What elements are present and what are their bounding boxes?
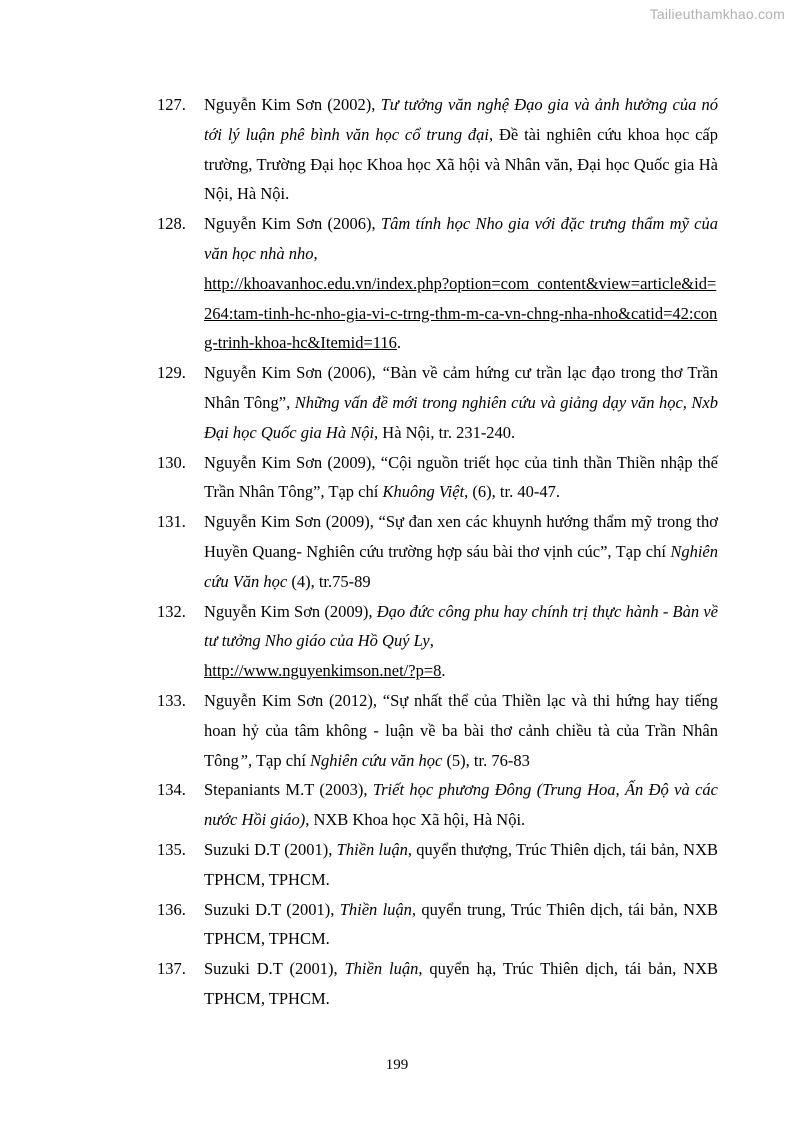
reference-129 <box>157 358 718 447</box>
reference-number: 133. <box>157 690 186 710</box>
reference-137 <box>157 954 718 1014</box>
reference-134 <box>157 775 718 835</box>
reference-link[interactable]: http://khoavanhoc.edu.vn/index.php?option=com_content&view=article&id=264:tam-tinh-hc-nho-gia-vi-c-trng-thm-m-ca-vn-chng-nha-nho&catid=42:cong-trinh-khoa-hc&Itemid=116 <box>204 273 718 353</box>
reference-title: Nghiên cứu Văn học <box>204 541 718 591</box>
reference-text: Nguyễn Kim Sơn (2006), Tâm tính học Nho gia với đặc trưng thẩm mỹ của văn học nhà nho, http://khoavanhoc.edu.vn/index.php?option=com_content&view=article&id=264:tam-tinh-hc-nho-gia-vi-c-trng-thm-m-ca-vn-chng-nha-nho&catid=42:cong-trinh-khoa-hc&Itemid=116. <box>204 214 719 353</box>
reference-text: Stepaniants M.T (2003), Triết học phương Đông (Trung Hoa, Ấn Độ và các nước Hồi giáo), NXB Khoa học Xã hội, Hà Nội. <box>204 780 718 830</box>
reference-list <box>157 90 718 1014</box>
reference-136 <box>157 895 718 955</box>
reference-text: Nguyễn Kim Sơn (2006), “Bàn về cảm hứng cư trần lạc đạo trong thơ Trần Nhân Tông”, Những vấn đề mới trong nghiên cứu và giảng dạy văn học, Nxb Đại học Quốc gia Hà Nội, Hà Nội, tr. 231-240. <box>204 363 718 442</box>
reference-128 <box>157 209 718 358</box>
reference-131 <box>157 507 718 596</box>
reference-number: 132. <box>157 601 186 621</box>
reference-135 <box>157 835 718 895</box>
reference-text: Nguyễn Kim Sơn (2009), “Sự đan xen các khuynh hướng thẩm mỹ trong thơ Huyền Quang- Nghiên cứu trường hợp sáu bài thơ vịnh cúc”, Tạp chí Nghiên cứu Văn học (4), tr.75-89 <box>204 512 718 591</box>
reference-130 <box>157 448 718 508</box>
reference-title: Thiền luận <box>336 839 408 859</box>
reference-title: Nghiên cứu văn học <box>310 750 443 770</box>
reference-text: Nguyễn Kim Sơn (2009), “Cội nguồn triết học của tinh thần Thiền nhập thế Trần Nhân Tông”, Tạp chí Khuông Việt, (6), tr. 40-47. <box>204 452 718 502</box>
reference-text: Nguyễn Kim Sơn (2002), Tư tưởng văn nghệ Đạo gia và ảnh hưởng của nó tới lý luận phê bình văn học cổ trung đại, Đề tài nghiên cứu khoa học cấp trường, Trường Đại học Khoa học Xã hội và Nhân văn, Đại học Quốc gia Hà Nội, Hà Nội. <box>204 95 719 204</box>
reference-127 <box>157 90 718 209</box>
reference-132 <box>157 597 718 686</box>
reference-133 <box>157 686 718 775</box>
reference-number: 127. <box>157 95 186 114</box>
reference-number: 135. <box>157 839 186 859</box>
reference-number: 129. <box>157 363 186 383</box>
reference-title: Những vấn đề mới trong nghiên cứu và giảng dạy văn học, Nxb Đại học Quốc gia Hà Nội <box>204 392 718 442</box>
page-number: 199 <box>385 1057 409 1073</box>
reference-number: 134. <box>157 780 186 800</box>
reference-title: Thiền luận <box>344 959 419 979</box>
reference-number: 130. <box>157 452 186 472</box>
reference-number: 128. <box>157 214 186 234</box>
reference-title: Đạo đức công phu hay chính trị thực hành - Bàn về tư tưởng Nho giáo của Hồ Quý Ly <box>204 601 718 651</box>
reference-title: Triết học phương Đông (Trung Hoa, Ấn Độ và các nước Hồi giáo) <box>204 780 718 830</box>
reference-title: Tâm tính học Nho gia với đặc trưng thẩm mỹ của văn học nhà nho <box>204 214 719 263</box>
reference-number: 136. <box>157 899 186 919</box>
reference-title: Tư tưởng văn nghệ Đạo gia và ảnh hưởng của nó tới lý luận phê bình văn học cổ trung đại <box>204 95 719 144</box>
reference-title: Khuông Việt <box>382 482 465 502</box>
reference-text: Suzuki D.T (2001), Thiền luận, quyển trung, Trúc Thiên dịch, tái bản, NXB TPHCM, TPHCM. <box>204 899 719 949</box>
reference-title: Thiền luận <box>339 899 412 919</box>
reference-number: 137. <box>157 959 186 979</box>
reference-text: Nguyễn Kim Sơn (2009), Đạo đức công phu hay chính trị thực hành - Bàn về tư tưởng Nho giáo của Hồ Quý Ly, http://www.nguyenkimson.net/?p=8. <box>204 601 718 681</box>
reference-text: Nguyễn Kim Sơn (2012), “Sự nhất thể của Thiền lạc và thi hứng hay tiếng hoan hỷ của tâm không - luận về ba bài thơ cảnh chiều tà của Trần Nhân Tông”, Tạp chí Nghiên cứu văn học (5), tr. 76-83 <box>204 690 718 770</box>
reference-number: 131. <box>157 512 186 532</box>
reference-text: Suzuki D.T (2001), Thiền luận, quyển thượng, Trúc Thiên dịch, tái bản, NXB TPHCM, TPHCM. <box>204 839 719 889</box>
reference-text: Suzuki D.T (2001), Thiền luận, quyển hạ, Trúc Thiên dịch, tái bản, NXB TPHCM, TPHCM. <box>204 959 718 1008</box>
watermark: Tailieuthamkhao.com <box>649 6 785 22</box>
reference-link[interactable]: http://www.nguyenkimson.net/?p=8 <box>204 661 442 681</box>
